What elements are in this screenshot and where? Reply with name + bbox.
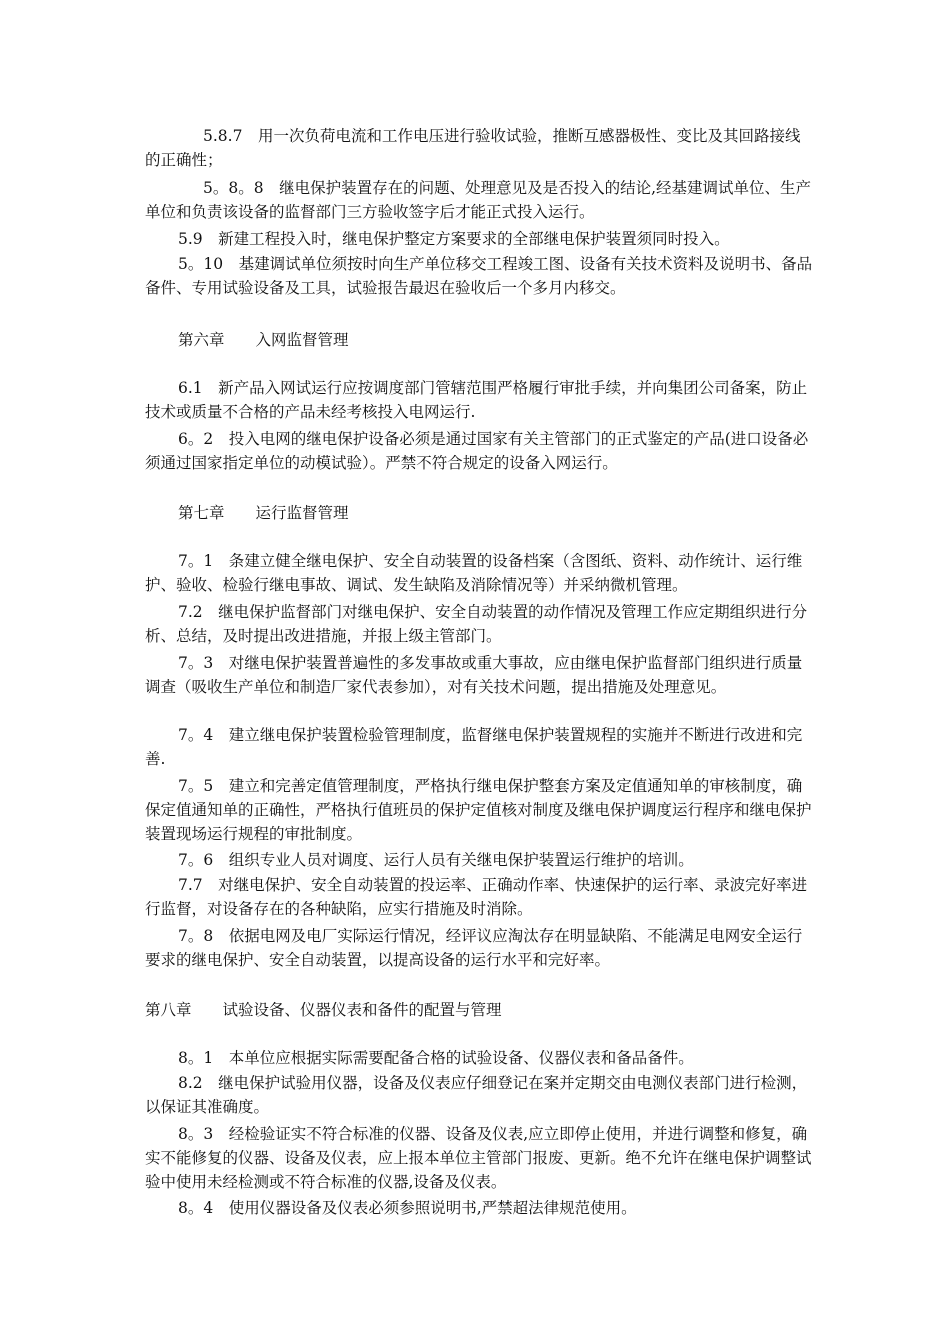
para-5-10: 5。10 基建调试单位须按时向生产单位移交工程竣工图、设备有关技术资料及说明书、备品备件、专用试验设备及工具，试验报告最迟在验收后一个多月内移交。 xyxy=(145,255,813,297)
para-7-4: 7。4 建立继电保护装置检验管理制度，监督继电保护装置规程的实施并不断进行改进和完善. xyxy=(145,726,803,768)
para-7-1: 7。1 条建立健全继电保护、安全自动装置的设备档案（含图纸、资料、动作统计、运行维护、验收、检验行继电事故、调试、发生缺陷及消除情况等）并采纳微机管理。 xyxy=(145,552,803,594)
para-7-2: 7.2 继电保护监督部门对继电保护、安全自动装置的动作情况及管理工作应定期组织进行分析、总结，及时提出改进措施，并报上级主管部门。 xyxy=(145,603,808,645)
para-7-5: 7。5 建立和完善定值管理制度，严格执行继电保护整套方案及定值通知单的审核制度，确保定值通知单的正确性，严格执行值班员的保护定值核对制度及继电保护调度运行程序和继电保护装置现场运行规程的审批制度。 xyxy=(145,777,812,843)
para-7-8: 7。8 依据电网及电厂实际运行情况，经评议应淘汰存在明显缺陷、不能满足电网安全运行要求的继电保护、安全自动装置，以提高设备的运行水平和完好率。 xyxy=(145,927,803,969)
para-8-4: 8。4 使用仪器设备及仪表必须参照说明书,严禁超法律规范使用。 xyxy=(178,1199,637,1217)
para-5-8-7: 5.8.7 用一次负荷电流和工作电压进行验收试验，推断互感器极性、变比及其回路接线的正确性； xyxy=(145,127,801,169)
para-6-2: 6。2 投入电网的继电保护设备必须是通过国家有关主管部门的正式鉴定的产品(进口设备必须通过国家指定单位的动模试验）。严禁不符合规定的设备入网运行。 xyxy=(145,430,809,472)
para-5-8-8: 5。8。8 继电保护装置存在的问题、处理意见及是否投入的结论,经基建调试单位、生产单位和负责该设备的监督部门三方验收签字后才能正式投入运行。 xyxy=(145,179,812,221)
para-8-1: 8。1 本单位应根据实际需要配备合格的试验设备、仪器仪表和备品备件。 xyxy=(178,1049,694,1067)
para-7-7: 7.7 对继电保护、安全自动装置的投运率、正确动作率、快速保护的运行率、录波完好率进行监督，对设备存在的各种缺陷，应实行措施及时消除。 xyxy=(145,876,808,918)
para-5-9: 5.9 新建工程投入时，继电保护整定方案要求的全部继电保护装置须同时投入。 xyxy=(178,230,730,248)
para-6-1: 6.1 新产品入网试运行应按调度部门管辖范围严格履行审批手续，并向集团公司备案，防止技术或质量不合格的产品未经考核投入电网运行. xyxy=(145,379,808,421)
para-7-3: 7。3 对继电保护装置普遍性的多发事故或重大事故，应由继电保护监督部门组织进行质量调查（吸收生产单位和制造厂家代表参加），对有关技术问题，提出措施及处理意见。 xyxy=(145,654,803,696)
chapter-8-heading: 第八章 试验设备、仪器仪表和备件的配置与管理 xyxy=(145,1001,502,1019)
chapter-6-heading: 第六章 入网监督管理 xyxy=(178,331,349,349)
chapter-7-heading: 第七章 运行监督管理 xyxy=(178,504,349,522)
para-8-3: 8。3 经检验证实不符合标准的仪器、设备及仪表,应立即停止使用，并进行调整和修复，确实不能修复的仪器、设备及仪表，应上报本单位主管部门报废、更新。绝不允许在继电保护调整试验中使用未经检测或不符合标准的仪器,设备及仪表。 xyxy=(145,1125,812,1191)
para-8-2: 8.2 继电保护试验用仪器，设备及仪表应仔细登记在案并定期交由电测仪表部门进行检测，以保证其准确度。 xyxy=(145,1074,808,1116)
para-7-6: 7。6 组织专业人员对调度、运行人员有关继电保护装置运行维护的培训。 xyxy=(178,851,694,869)
